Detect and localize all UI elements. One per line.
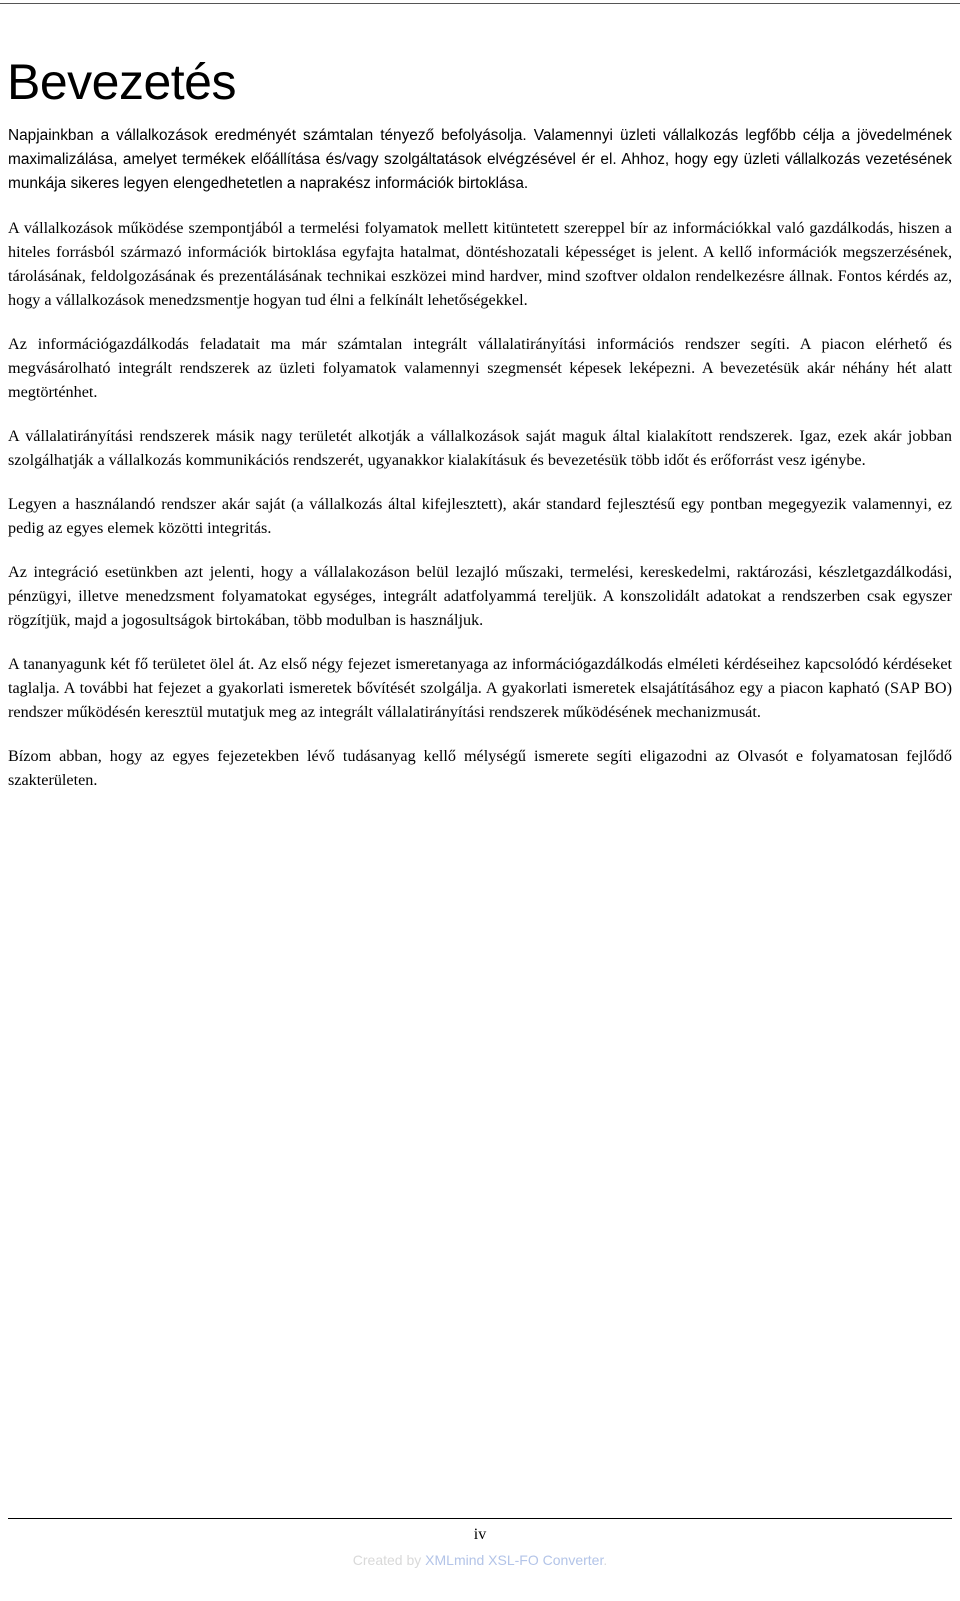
credit-prefix: Created by xyxy=(352,1552,426,1568)
credit-suffix: . xyxy=(603,1552,608,1568)
converter-link[interactable]: XMLmind XSL-FO Converter xyxy=(425,1552,604,1568)
paragraph-2: A vállalkozások működése szempontjából a termelési folyamatok mellett kitüntetett szereppel bír az információkkal való gazdálkodás, hiszen a hiteles forrásból származó információk birtoklása egyfajta hatalmat, döntéshozatali képességet is jelent. A kellő információk megszerzésének, tárolásának, feldolgozásának és prezentálásának technikai eszközei mind hardver, mind szoftver oldalon rendelkezésre állnak. Fontos kérdés az, hogy a vállalkozások menedzsmentje hogyan tud élni a felkínált lehetőségekkel. xyxy=(8,219,952,309)
paragraph-1: Napjainkban a vállalkozások eredményét számtalan tényező befolyásolja. Valamennyi üzleti vállalkozás legfőbb célja a jövedelmének maximalizálása, amelyet termékek előállítása és/vagy szolgáltatások elvégzésével ér el. Ahhoz, hogy egy üzleti vállalkozás vezetésének munkája sikeres legyen elengedhetetlen a naprakész információk birtoklása. xyxy=(8,127,952,192)
top-rule xyxy=(0,3,960,4)
page-number: iv xyxy=(473,1526,487,1543)
converter-credit xyxy=(0,1550,960,1570)
paragraph-6: Az integráció esetünkben azt jelenti, hogy a vállalakozáson belül lezajló műszaki, termelési, kereskedelmi, raktározási, készletgazdálkodási, pénzügyi, illetve menedzsment folyamatokat egységes, integrált adatfolyammá tereljük. A konszolidált adatokat a rendszerben csak egyszer rögzítjük, majd a jogosultságok birtokában, több modulban is használjuk. xyxy=(8,563,952,629)
page-title: Bevezetés xyxy=(7,54,236,110)
footer-rule xyxy=(8,1518,952,1519)
paragraph-4: A vállalatirányítási rendszerek másik nagy területét alkotják a vállalkozások saját maguk által kialakított rendszerek. Igaz, ezek akár jobban szolgálhatják a vállalkozás kommunikációs rendszerét, ugyanakkor kialakításuk és bevezetésük több időt és erőforrást vesz igénybe. xyxy=(8,427,952,469)
paragraph-7: A tananyagunk két fő területet ölel át. Az első négy fejezet ismeretanyaga az információgazdálkodás elméleti kérdéseihez kapcsolódó kérdéseket taglalja. A további hat fejezet a gyakorlati ismeretek bővítését szolgálja. A gyakorlati ismeretek elsajátításához egy a piacon kapható (SAP BO) rendszer működésén keresztül mutatjuk meg az integrált vállalatirányítási rendszerek működésének mechanizmusát. xyxy=(8,655,952,721)
body-text xyxy=(8,124,952,812)
paragraph-5: Legyen a használandó rendszer akár saját (a vállalkozás által kifejlesztett), akár standard fejlesztésű egy pontban megegyezik valamennyi, ez pedig az egyes elemek közötti integritás. xyxy=(8,495,952,537)
paragraph-3: Az információgazdálkodás feladatait ma már számtalan integrált vállalatirányítási információs rendszer segíti. A piacon elérhető és megvásárolható integrált rendszerek az üzleti folyamatok valamennyi szegmensét képesek leképezni. A bevezetésük akár néhány hét alatt megtörténhet. xyxy=(8,335,952,401)
paragraph-8: Bízom abban, hogy az egyes fejezetekben lévő tudásanyag kellő mélységű ismerete segíti eligazodni az Olvasót e folyamatosan fejlődő szakterületen. xyxy=(8,747,952,789)
